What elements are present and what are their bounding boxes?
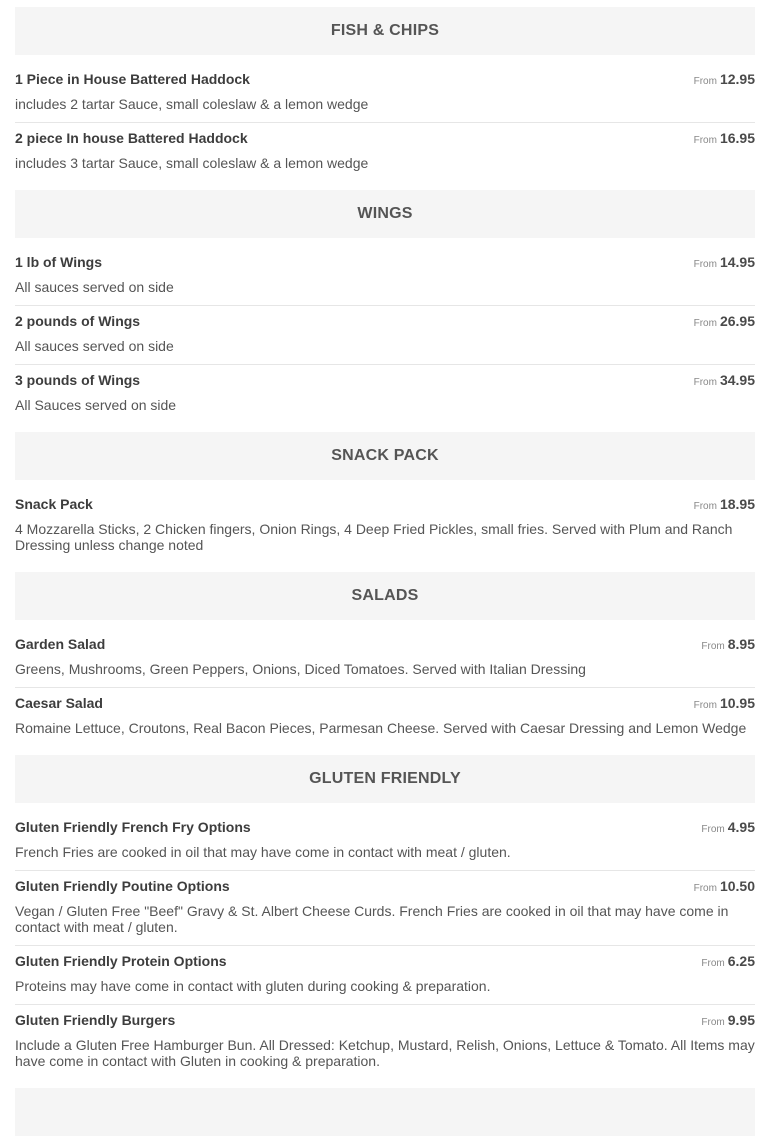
price-value: 10.95: [719, 695, 755, 711]
item-name: Gluten Friendly French Fry Options: [15, 819, 251, 835]
section-header: SALADS: [15, 572, 755, 620]
item-name: 1 lb of Wings: [15, 254, 102, 270]
menu-section-gluten-friendly: [15, 755, 755, 1088]
menu-item[interactable]: [15, 365, 755, 423]
price-from-label: From: [693, 501, 717, 512]
price-value: 18.95: [719, 496, 755, 512]
item-name: Gluten Friendly Burgers: [15, 1012, 176, 1028]
item-price: [701, 819, 755, 837]
price-from-label: From: [693, 700, 717, 711]
menu-item[interactable]: [15, 871, 755, 946]
item-description: includes 3 tartar Sauce, small coleslaw & a lemon wedge: [15, 155, 369, 171]
item-price: [701, 953, 755, 971]
item-price: [694, 313, 755, 331]
menu-item[interactable]: [15, 812, 755, 871]
item-list: [15, 480, 755, 572]
menu-item[interactable]: [15, 247, 755, 306]
price-from-label: From: [693, 259, 717, 270]
item-price: [694, 878, 755, 896]
section-header: GLUTEN FRIENDLY: [15, 755, 755, 803]
price-from-label: From: [701, 1017, 725, 1028]
section-header-next: [15, 1088, 755, 1136]
item-name: Garden Salad: [15, 636, 106, 652]
item-price: [701, 636, 755, 654]
item-description: All sauces served on side: [15, 279, 174, 295]
item-description: Romaine Lettuce, Croutons, Real Bacon Pieces, Parmesan Cheese. Served with Caesar Dressing and Lemon Wedge: [15, 720, 747, 736]
item-price: [694, 695, 755, 713]
price-from-label: From: [693, 883, 717, 894]
item-price: [694, 496, 755, 514]
price-value: 26.95: [719, 313, 755, 329]
item-description: All sauces served on side: [15, 338, 174, 354]
item-name: 3 pounds of Wings: [15, 372, 141, 388]
price-from-label: From: [693, 318, 717, 329]
item-price: [701, 1012, 755, 1030]
item-description: Include a Gluten Free Hamburger Bun. All Dressed: Ketchup, Mustard, Relish, Onions, Lettuce & Tomato. All Items may have come in contact with Gluten in cooking & preparation.: [15, 1037, 755, 1069]
menu-section-snack-pack: [15, 432, 755, 572]
item-name: 1 Piece in House Battered Haddock: [15, 71, 250, 87]
price-value: 8.95: [727, 636, 755, 652]
menu-item[interactable]: [15, 123, 755, 181]
menu-item[interactable]: [15, 688, 755, 746]
item-price: [694, 254, 755, 272]
item-description: Vegan / Gluten Free "Beef" Gravy & St. Albert Cheese Curds. French Fries are cooked in oil that may have come in contact with meat / gluten.: [15, 903, 729, 935]
price-value: 12.95: [719, 71, 755, 87]
item-name: Gluten Friendly Poutine Options: [15, 878, 230, 894]
item-name: Caesar Salad: [15, 695, 103, 711]
price-from-label: From: [701, 958, 725, 969]
price-value: 16.95: [719, 130, 755, 146]
item-description: includes 2 tartar Sauce, small coleslaw & a lemon wedge: [15, 96, 369, 112]
item-description: Proteins may have come in contact with gluten during cooking & preparation.: [15, 978, 491, 994]
menu-item[interactable]: [15, 306, 755, 365]
price-from-label: From: [693, 135, 717, 146]
price-value: 9.95: [727, 1012, 755, 1028]
price-value: 6.25: [727, 953, 755, 969]
item-description: French Fries are cooked in oil that may have come in contact with meat / gluten.: [15, 844, 511, 860]
item-name: 2 piece In house Battered Haddock: [15, 130, 248, 146]
menu-item[interactable]: [15, 64, 755, 123]
menu-item[interactable]: [15, 629, 755, 688]
price-from-label: From: [701, 641, 725, 652]
section-header: WINGS: [15, 190, 755, 238]
price-from-label: From: [701, 824, 725, 835]
price-from-label: From: [693, 377, 717, 388]
item-list: [15, 238, 755, 432]
item-name: Gluten Friendly Protein Options: [15, 953, 227, 969]
menu-section-wings: [15, 190, 755, 432]
item-list: [15, 55, 755, 190]
item-list: [15, 803, 755, 1088]
menu-item[interactable]: [15, 489, 755, 563]
item-price: [694, 130, 755, 148]
price-value: 10.50: [719, 878, 755, 894]
item-name: 2 pounds of Wings: [15, 313, 141, 329]
item-name: Snack Pack: [15, 496, 93, 512]
section-header: FISH & CHIPS: [15, 7, 755, 55]
item-list: [15, 620, 755, 755]
section-header: SNACK PACK: [15, 432, 755, 480]
menu-item[interactable]: [15, 946, 755, 1005]
price-value: 4.95: [727, 819, 755, 835]
item-price: [694, 71, 755, 89]
menu-section-fish-chips: [15, 7, 755, 190]
item-price: [694, 372, 755, 390]
item-description: 4 Mozzarella Sticks, 2 Chicken fingers, Onion Rings, 4 Deep Fried Pickles, small fries. Served with Plum and Ranch Dressing unless change noted: [15, 521, 733, 553]
price-value: 34.95: [719, 372, 755, 388]
menu-item[interactable]: [15, 1005, 755, 1079]
menu-section-salads: [15, 572, 755, 755]
price-from-label: From: [693, 76, 717, 87]
item-description: Greens, Mushrooms, Green Peppers, Onions, Diced Tomatoes. Served with Italian Dressing: [15, 661, 586, 677]
item-description: All Sauces served on side: [15, 397, 177, 413]
price-value: 14.95: [719, 254, 755, 270]
